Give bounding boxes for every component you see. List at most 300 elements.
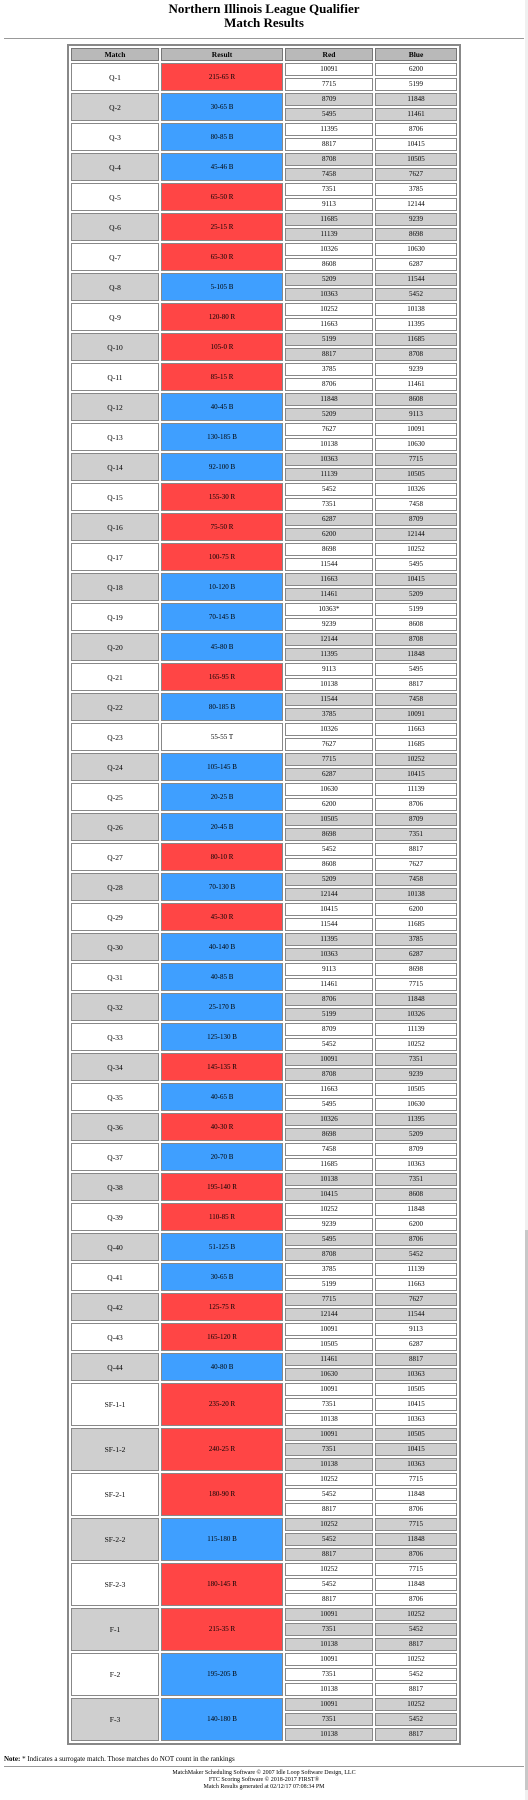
blue-team-cell: 8608 — [375, 1188, 457, 1201]
blue-team-cell: 7458 — [375, 873, 457, 886]
red-team-cell: 7351 — [285, 1713, 373, 1726]
red-team-cell: 10252 — [285, 1518, 373, 1531]
match-id-cell: Q-8 — [71, 273, 159, 301]
match-id-cell: Q-2 — [71, 93, 159, 121]
red-team-cell: 11139 — [285, 228, 373, 241]
red-team-cell: 7351 — [285, 1668, 373, 1681]
table-row — [71, 963, 457, 976]
blue-team-cell: 10326 — [375, 483, 457, 496]
match-result-cell: 65-50 R — [161, 183, 283, 211]
blue-team-cell: 5452 — [375, 1713, 457, 1726]
red-team-cell: 11544 — [285, 558, 373, 571]
blue-team-cell: 10415 — [375, 1398, 457, 1411]
match-results-body — [71, 63, 457, 1741]
match-id-cell: Q-36 — [71, 1113, 159, 1141]
blue-team-cell: 9239 — [375, 1068, 457, 1081]
match-id-cell: Q-42 — [71, 1293, 159, 1321]
red-team-cell: 5452 — [285, 483, 373, 496]
blue-team-cell: 7627 — [375, 168, 457, 181]
match-result-cell: 240-25 R — [161, 1428, 283, 1471]
red-team-cell: 11461 — [285, 978, 373, 991]
blue-team-cell: 8817 — [375, 1683, 457, 1696]
red-team-cell: 11663 — [285, 573, 373, 586]
blue-team-cell: 7458 — [375, 693, 457, 706]
match-result-cell: 105-145 B — [161, 753, 283, 781]
match-id-cell: F-2 — [71, 1653, 159, 1696]
blue-team-cell: 11848 — [375, 93, 457, 106]
blue-team-cell: 8817 — [375, 843, 457, 856]
blue-team-cell: 10363 — [375, 1368, 457, 1381]
red-team-cell: 8698 — [285, 828, 373, 841]
red-team-cell: 10363 — [285, 948, 373, 961]
table-row — [71, 1203, 457, 1216]
blue-team-cell: 7627 — [375, 858, 457, 871]
page-header — [0, 0, 528, 30]
note-label: Note: — [4, 1755, 21, 1763]
match-id-cell: Q-43 — [71, 1323, 159, 1351]
match-result-cell: 125-75 R — [161, 1293, 283, 1321]
match-result-cell: 140-180 B — [161, 1698, 283, 1741]
page-footer — [0, 1770, 528, 1791]
match-id-cell: SF-2-1 — [71, 1473, 159, 1516]
match-id-cell: Q-5 — [71, 183, 159, 211]
match-result-cell: 215-35 R — [161, 1608, 283, 1651]
blue-team-cell: 5452 — [375, 1248, 457, 1261]
red-team-cell: 10415 — [285, 1188, 373, 1201]
blue-team-cell: 5495 — [375, 663, 457, 676]
red-team-cell: 7458 — [285, 1143, 373, 1156]
table-row — [71, 603, 457, 616]
blue-team-cell: 8706 — [375, 1233, 457, 1246]
blue-team-cell: 11139 — [375, 783, 457, 796]
table-row — [71, 723, 457, 736]
match-id-cell: Q-3 — [71, 123, 159, 151]
red-team-cell: 5452 — [285, 1578, 373, 1591]
match-result-cell: 45-80 B — [161, 633, 283, 661]
match-id-cell: Q-25 — [71, 783, 159, 811]
match-id-cell: Q-37 — [71, 1143, 159, 1171]
red-team-cell: 11395 — [285, 123, 373, 136]
match-id-cell: Q-29 — [71, 903, 159, 931]
table-row — [71, 1608, 457, 1621]
match-result-cell: 40-45 B — [161, 393, 283, 421]
blue-team-cell: 5452 — [375, 1668, 457, 1681]
table-row — [71, 303, 457, 316]
red-team-cell: 6200 — [285, 528, 373, 541]
match-result-cell: 155-30 R — [161, 483, 283, 511]
blue-team-cell: 10415 — [375, 768, 457, 781]
blue-team-cell: 6287 — [375, 1338, 457, 1351]
red-team-cell: 11685 — [285, 213, 373, 226]
table-row — [71, 1473, 457, 1486]
blue-team-cell: 7715 — [375, 978, 457, 991]
red-team-cell: 11395 — [285, 933, 373, 946]
match-id-cell: Q-40 — [71, 1233, 159, 1261]
red-team-cell: 5495 — [285, 1098, 373, 1111]
blue-team-cell: 7715 — [375, 1518, 457, 1531]
blue-team-cell: 11461 — [375, 378, 457, 391]
table-row — [71, 783, 457, 796]
match-result-cell: 20-45 B — [161, 813, 283, 841]
page-title: Northern Illinois League Qualifier — [168, 1, 360, 16]
red-team-cell: 10138 — [285, 1683, 373, 1696]
blue-team-cell: 11685 — [375, 333, 457, 346]
blue-team-cell: 10252 — [375, 1608, 457, 1621]
match-id-cell: Q-23 — [71, 723, 159, 751]
match-result-cell: 51-125 B — [161, 1233, 283, 1261]
blue-team-cell: 11848 — [375, 1578, 457, 1591]
blue-team-cell: 10138 — [375, 888, 457, 901]
blue-team-cell: 7627 — [375, 1293, 457, 1306]
match-result-cell: 55-55 T — [161, 723, 283, 751]
match-result-cell: 235-20 R — [161, 1383, 283, 1426]
blue-team-cell: 7351 — [375, 1053, 457, 1066]
blue-team-cell: 10630 — [375, 243, 457, 256]
match-id-cell: Q-26 — [71, 813, 159, 841]
blue-team-cell: 10415 — [375, 573, 457, 586]
red-team-cell: 10415 — [285, 903, 373, 916]
blue-team-cell: 8608 — [375, 618, 457, 631]
blue-team-cell: 10505 — [375, 1383, 457, 1396]
table-row — [71, 573, 457, 586]
match-id-cell: F-3 — [71, 1698, 159, 1741]
red-team-cell: 8817 — [285, 1503, 373, 1516]
match-result-cell: 195-140 R — [161, 1173, 283, 1201]
table-row — [71, 843, 457, 856]
red-team-cell: 10138 — [285, 1638, 373, 1651]
red-team-cell: 3785 — [285, 708, 373, 721]
table-row — [71, 1083, 457, 1096]
match-id-cell: Q-20 — [71, 633, 159, 661]
red-team-cell: 5452 — [285, 1533, 373, 1546]
red-team-cell: 10363 — [285, 453, 373, 466]
blue-team-cell: 6287 — [375, 258, 457, 271]
table-row — [71, 903, 457, 916]
blue-team-cell: 10363 — [375, 1413, 457, 1426]
blue-team-cell: 10252 — [375, 1038, 457, 1051]
blue-team-cell: 10326 — [375, 1008, 457, 1021]
match-result-cell: 80-185 B — [161, 693, 283, 721]
table-row — [71, 693, 457, 706]
red-team-cell: 11685 — [285, 1158, 373, 1171]
red-team-cell: 11663 — [285, 318, 373, 331]
match-id-cell: Q-15 — [71, 483, 159, 511]
match-result-cell: 145-135 R — [161, 1053, 283, 1081]
match-result-cell: 10-120 B — [161, 573, 283, 601]
red-team-cell: 7351 — [285, 1398, 373, 1411]
blue-team-cell: 8698 — [375, 228, 457, 241]
blue-team-cell: 5452 — [375, 1623, 457, 1636]
table-row — [71, 993, 457, 1006]
header-result: Result — [161, 48, 283, 61]
note-text: * Indicates a surrogate match. Those matches do NOT count in the rankings — [20, 1755, 235, 1763]
red-team-cell: 7351 — [285, 498, 373, 511]
footer-line: MatchMaker Scheduling Software © 2007 Idle Loop Software Design, LLC — [172, 1770, 356, 1776]
red-team-cell: 10505 — [285, 813, 373, 826]
table-row — [71, 123, 457, 136]
match-id-cell: Q-22 — [71, 693, 159, 721]
red-team-cell: 7458 — [285, 168, 373, 181]
red-team-cell: 7715 — [285, 78, 373, 91]
red-team-cell: 9113 — [285, 663, 373, 676]
match-result-cell: 75-50 R — [161, 513, 283, 541]
table-row — [71, 393, 457, 406]
match-result-cell: 125-130 B — [161, 1023, 283, 1051]
match-id-cell: SF-2-2 — [71, 1518, 159, 1561]
match-id-cell: Q-38 — [71, 1173, 159, 1201]
match-result-cell: 120-80 R — [161, 303, 283, 331]
red-team-cell: 7351 — [285, 183, 373, 196]
blue-team-cell: 10091 — [375, 423, 457, 436]
table-row — [71, 93, 457, 106]
red-team-cell: 8709 — [285, 93, 373, 106]
match-id-cell: Q-41 — [71, 1263, 159, 1291]
red-team-cell: 8708 — [285, 1248, 373, 1261]
table-row — [71, 663, 457, 676]
footer-divider — [4, 1766, 524, 1767]
red-team-cell: 6287 — [285, 513, 373, 526]
blue-team-cell: 11685 — [375, 738, 457, 751]
table-row — [71, 183, 457, 196]
table-row — [71, 1113, 457, 1126]
table-row — [71, 483, 457, 496]
match-id-cell: Q-35 — [71, 1083, 159, 1111]
red-team-cell: 7715 — [285, 1293, 373, 1306]
table-row — [71, 513, 457, 526]
blue-team-cell: 5199 — [375, 603, 457, 616]
table-row — [71, 753, 457, 766]
red-team-cell: 5495 — [285, 1233, 373, 1246]
table-row — [71, 1563, 457, 1576]
match-result-cell: 30-65 B — [161, 1263, 283, 1291]
red-team-cell: 10138 — [285, 1728, 373, 1741]
red-team-cell: 12144 — [285, 633, 373, 646]
red-team-cell: 10326 — [285, 723, 373, 736]
table-row — [71, 1173, 457, 1186]
header-blue: Blue — [375, 48, 457, 61]
red-team-cell: 10363* — [285, 603, 373, 616]
red-team-cell: 5209 — [285, 273, 373, 286]
blue-team-cell: 6200 — [375, 63, 457, 76]
table-row — [71, 423, 457, 436]
blue-team-cell: 10630 — [375, 1098, 457, 1111]
red-team-cell: 10326 — [285, 1113, 373, 1126]
red-team-cell: 12144 — [285, 888, 373, 901]
blue-team-cell: 10363 — [375, 1158, 457, 1171]
red-team-cell: 8698 — [285, 1128, 373, 1141]
blue-team-cell: 7715 — [375, 453, 457, 466]
red-team-cell: 8817 — [285, 138, 373, 151]
red-team-cell: 10252 — [285, 1473, 373, 1486]
match-id-cell: Q-44 — [71, 1353, 159, 1381]
blue-team-cell: 10252 — [375, 1698, 457, 1711]
red-team-cell: 8817 — [285, 348, 373, 361]
match-id-cell: Q-33 — [71, 1023, 159, 1051]
red-team-cell: 9239 — [285, 1218, 373, 1231]
table-row — [71, 213, 457, 226]
match-result-cell: 92-100 B — [161, 453, 283, 481]
table-row — [71, 1698, 457, 1711]
blue-team-cell: 5452 — [375, 288, 457, 301]
red-team-cell: 10138 — [285, 1173, 373, 1186]
blue-team-cell: 10138 — [375, 303, 457, 316]
red-team-cell: 7627 — [285, 423, 373, 436]
red-team-cell: 11461 — [285, 1353, 373, 1366]
blue-team-cell: 7351 — [375, 828, 457, 841]
surrogate-note — [4, 1755, 235, 1763]
table-row — [71, 63, 457, 76]
match-result-cell: 110-85 R — [161, 1203, 283, 1231]
match-result-cell: 180-145 R — [161, 1563, 283, 1606]
match-id-cell: Q-17 — [71, 543, 159, 571]
match-result-cell: 80-10 R — [161, 843, 283, 871]
blue-team-cell: 10505 — [375, 153, 457, 166]
red-team-cell: 10630 — [285, 783, 373, 796]
match-result-cell: 195-205 B — [161, 1653, 283, 1696]
match-result-cell: 115-180 B — [161, 1518, 283, 1561]
blue-team-cell: 11663 — [375, 1278, 457, 1291]
blue-team-cell: 10363 — [375, 1458, 457, 1471]
match-id-cell: Q-6 — [71, 213, 159, 241]
red-team-cell: 7627 — [285, 738, 373, 751]
match-result-cell: 25-15 R — [161, 213, 283, 241]
match-id-cell: Q-31 — [71, 963, 159, 991]
match-result-cell: 130-185 B — [161, 423, 283, 451]
blue-team-cell: 11685 — [375, 918, 457, 931]
red-team-cell: 10091 — [285, 1428, 373, 1441]
blue-team-cell: 10252 — [375, 543, 457, 556]
red-team-cell: 7351 — [285, 1623, 373, 1636]
match-results-table — [67, 44, 461, 1745]
page-subtitle: Match Results — [224, 15, 304, 30]
match-result-cell: 40-30 R — [161, 1113, 283, 1141]
blue-team-cell: 3785 — [375, 933, 457, 946]
match-result-cell: 85-15 R — [161, 363, 283, 391]
red-team-cell: 8708 — [285, 153, 373, 166]
match-id-cell: Q-27 — [71, 843, 159, 871]
red-team-cell: 5452 — [285, 843, 373, 856]
red-team-cell: 5452 — [285, 1038, 373, 1051]
red-team-cell: 9239 — [285, 618, 373, 631]
red-team-cell: 12144 — [285, 1308, 373, 1321]
blue-team-cell: 10505 — [375, 1428, 457, 1441]
blue-team-cell: 11544 — [375, 1308, 457, 1321]
red-team-cell: 7715 — [285, 753, 373, 766]
red-team-cell: 10363 — [285, 288, 373, 301]
blue-team-cell: 10630 — [375, 438, 457, 451]
match-result-cell: 20-25 B — [161, 783, 283, 811]
red-team-cell: 8698 — [285, 543, 373, 556]
blue-team-cell: 8709 — [375, 813, 457, 826]
red-team-cell: 10138 — [285, 678, 373, 691]
blue-team-cell: 9113 — [375, 1323, 457, 1336]
red-team-cell: 10326 — [285, 243, 373, 256]
match-id-cell: Q-39 — [71, 1203, 159, 1231]
match-result-cell: 40-80 B — [161, 1353, 283, 1381]
blue-team-cell: 8706 — [375, 1503, 457, 1516]
blue-team-cell: 7458 — [375, 498, 457, 511]
blue-team-cell: 5209 — [375, 588, 457, 601]
blue-team-cell: 11139 — [375, 1023, 457, 1036]
red-team-cell: 10138 — [285, 438, 373, 451]
table-row — [71, 1053, 457, 1066]
red-team-cell: 11139 — [285, 468, 373, 481]
blue-team-cell: 10252 — [375, 753, 457, 766]
blue-team-cell: 8817 — [375, 678, 457, 691]
match-id-cell: Q-18 — [71, 573, 159, 601]
blue-team-cell: 11461 — [375, 108, 457, 121]
red-team-cell: 6200 — [285, 798, 373, 811]
red-team-cell: 8608 — [285, 858, 373, 871]
blue-team-cell: 11848 — [375, 993, 457, 1006]
blue-team-cell: 11395 — [375, 318, 457, 331]
red-team-cell: 10505 — [285, 1338, 373, 1351]
blue-team-cell: 10505 — [375, 468, 457, 481]
red-team-cell: 11395 — [285, 648, 373, 661]
blue-team-cell: 8708 — [375, 633, 457, 646]
blue-team-cell: 5209 — [375, 1128, 457, 1141]
match-id-cell: Q-28 — [71, 873, 159, 901]
red-team-cell: 8706 — [285, 378, 373, 391]
blue-team-cell: 7351 — [375, 1173, 457, 1186]
red-team-cell: 10091 — [285, 1053, 373, 1066]
match-id-cell: Q-12 — [71, 393, 159, 421]
blue-team-cell: 9113 — [375, 408, 457, 421]
table-row — [71, 333, 457, 346]
match-id-cell: Q-32 — [71, 993, 159, 1021]
table-row — [71, 1143, 457, 1156]
match-id-cell: Q-4 — [71, 153, 159, 181]
blue-team-cell: 9239 — [375, 213, 457, 226]
footer-line: FTC Scoring Software © 2018-2017 FIRST® — [208, 1777, 320, 1783]
match-id-cell: SF-2-3 — [71, 1563, 159, 1606]
blue-team-cell: 11395 — [375, 1113, 457, 1126]
blue-team-cell: 8709 — [375, 1143, 457, 1156]
red-team-cell: 10252 — [285, 1563, 373, 1576]
match-result-cell: 65-30 R — [161, 243, 283, 271]
blue-team-cell: 11848 — [375, 1203, 457, 1216]
blue-team-cell: 7715 — [375, 1563, 457, 1576]
header-match: Match — [71, 48, 159, 61]
red-team-cell: 8706 — [285, 993, 373, 1006]
table-row — [71, 243, 457, 256]
table-row — [71, 363, 457, 376]
blue-team-cell: 9239 — [375, 363, 457, 376]
red-team-cell: 11461 — [285, 588, 373, 601]
match-id-cell: Q-21 — [71, 663, 159, 691]
red-team-cell: 8608 — [285, 258, 373, 271]
blue-team-cell: 8817 — [375, 1353, 457, 1366]
blue-team-cell: 11663 — [375, 723, 457, 736]
table-header-row — [71, 48, 457, 61]
footer-line: Match Results generated at 02/12/17 07:08:34 PM — [203, 1784, 325, 1790]
match-result-cell: 25-170 B — [161, 993, 283, 1021]
red-team-cell: 10091 — [285, 63, 373, 76]
table-row — [71, 1233, 457, 1246]
table-row — [71, 1653, 457, 1666]
table-row — [71, 1323, 457, 1336]
match-result-cell: 165-120 R — [161, 1323, 283, 1351]
blue-team-cell: 11544 — [375, 273, 457, 286]
red-team-cell: 10630 — [285, 1368, 373, 1381]
match-result-cell: 45-46 B — [161, 153, 283, 181]
blue-team-cell: 10091 — [375, 708, 457, 721]
red-team-cell: 5495 — [285, 108, 373, 121]
red-team-cell: 10091 — [285, 1383, 373, 1396]
blue-team-cell: 6200 — [375, 1218, 457, 1231]
blue-team-cell: 10505 — [375, 1083, 457, 1096]
match-id-cell: SF-1-2 — [71, 1428, 159, 1471]
